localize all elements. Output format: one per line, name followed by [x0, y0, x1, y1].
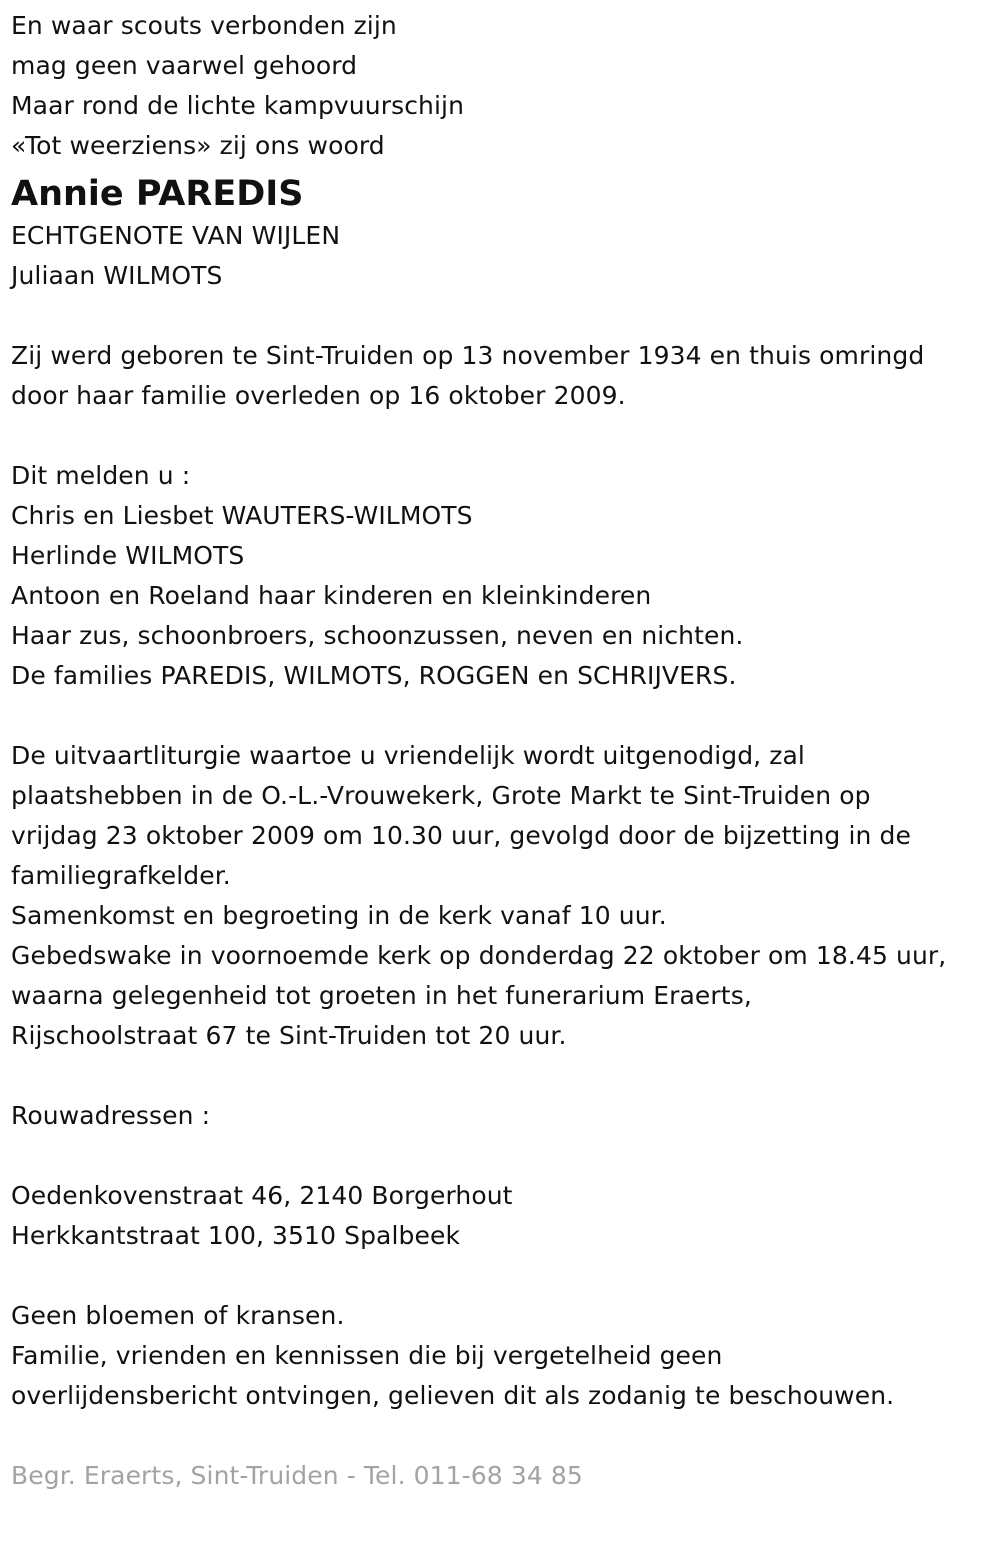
announcer-line: Haar zus, schoonbroers, schoonzussen, neven en nichten. — [11, 621, 744, 650]
poem — [11, 6, 996, 166]
funeral-paragraph — [11, 736, 996, 1056]
paragraph-line: Familie, vrienden en kennissen die bij vergetelheid geen — [11, 1341, 723, 1370]
spacer — [11, 696, 996, 736]
birth-death-paragraph — [11, 336, 996, 416]
paragraph-line: De uitvaartliturgie waartoe u vriendelijk wordt uitgenodigd, zal — [11, 741, 805, 770]
poem-line: «Tot weerziens» zij ons woord — [11, 131, 385, 160]
paragraph-line: Zij werd geboren te Sint-Truiden op 13 november 1934 en thuis omringd — [11, 341, 925, 370]
addresses-block — [11, 1096, 996, 1256]
deceased-name: Annie PAREDIS — [11, 174, 304, 214]
announcers-block — [11, 456, 996, 696]
paragraph-line: overlijdensbericht ontvingen, gelieven dit als zodanig te beschouwen. — [11, 1381, 895, 1410]
paragraph-line: vrijdag 23 oktober 2009 om 10.30 uur, gevolgd door de bijzetting in de — [11, 821, 911, 850]
spacer — [11, 1056, 996, 1096]
paragraph-line: door haar familie overleden op 16 oktober 2009. — [11, 381, 626, 410]
address-line: Oedenkovenstraat 46, 2140 Borgerhout — [11, 1181, 513, 1210]
paragraph-line: Gebedswake in voornoemde kerk op donderdag 22 oktober om 18.45 uur, — [11, 941, 947, 970]
paragraph-line: plaatshebben in de O.-L.-Vrouwekerk, Grote Markt te Sint-Truiden op — [11, 781, 871, 810]
obituary-notice — [11, 6, 996, 1496]
paragraph-line: Samenkomst en begroeting in de kerk vanaf 10 uur. — [11, 901, 667, 930]
paragraph-line: Geen bloemen of kransen. — [11, 1301, 345, 1330]
announcer-line: Antoon en Roeland haar kinderen en kleinkinderen — [11, 581, 652, 610]
paragraph-line: Rijschoolstraat 67 te Sint-Truiden tot 20 uur. — [11, 1021, 567, 1050]
deceased-relation: ECHTGENOTE VAN WIJLEN — [11, 221, 341, 250]
poem-line: mag geen vaarwel gehoord — [11, 51, 358, 80]
announcer-line: Herlinde WILMOTS — [11, 541, 245, 570]
deceased-block — [11, 174, 996, 296]
paragraph-line: waarna gelegenheid tot groeten in het funerarium Eraerts, — [11, 981, 752, 1010]
announcers-intro: Dit melden u : — [11, 461, 191, 490]
spacer — [11, 1416, 996, 1456]
closing-paragraph — [11, 1296, 996, 1416]
address-line: Herkkantstraat 100, 3510 Spalbeek — [11, 1221, 461, 1250]
poem-line: En waar scouts verbonden zijn — [11, 11, 397, 40]
announcer-line: De families PAREDIS, WILMOTS, ROGGEN en SCHRIJVERS. — [11, 661, 737, 690]
spacer — [11, 416, 996, 456]
announcer-line: Chris en Liesbet WAUTERS-WILMOTS — [11, 501, 473, 530]
addresses-heading: Rouwadressen : — [11, 1101, 211, 1130]
spacer — [11, 1256, 996, 1296]
funeral-home-footer: Begr. Eraerts, Sint-Truiden - Tel. 011-68 34 85 — [11, 1461, 583, 1490]
paragraph-line: familiegrafkelder. — [11, 861, 231, 890]
poem-line: Maar rond de lichte kampvuurschijn — [11, 91, 465, 120]
spacer — [11, 296, 996, 336]
spacer — [11, 1136, 996, 1176]
deceased-spouse: Juliaan WILMOTS — [11, 261, 223, 290]
